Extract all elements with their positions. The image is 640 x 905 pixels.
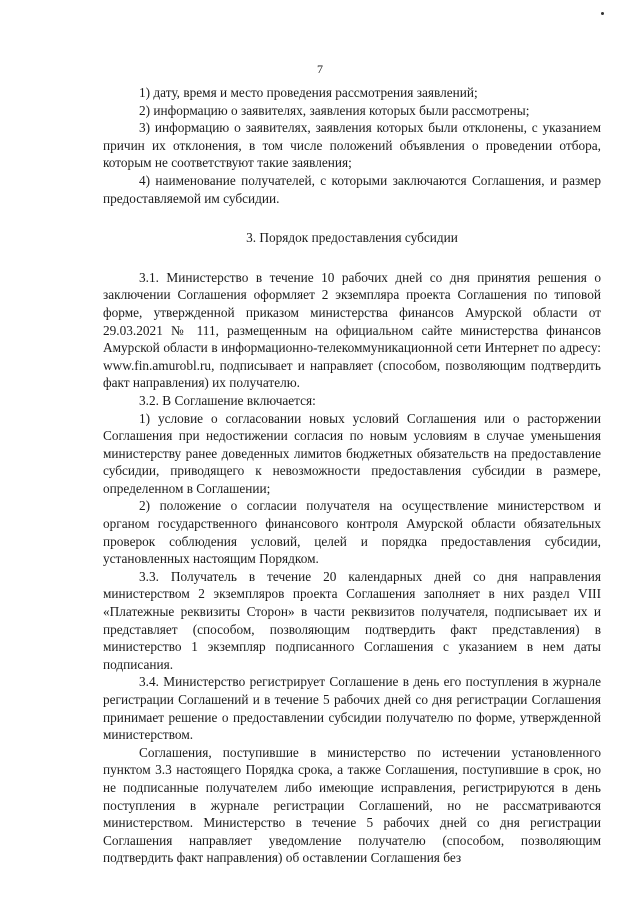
paragraph-3-3: 3.3. Получатель в течение 20 календарных дней со дня направления министерством 2 экземпляров проекта Соглашения заполняет в них раздел VIII «Платежные реквизиты Сторон» в части реквизитов получателя, подписывает их и представляет (способом, позволяющим подтвердить факт представления) в министерство 1 экземпляр подписанного Соглашения с указанием в нем даты подписания.	[103, 568, 601, 672]
paragraph-3-2: 3.2. В Соглашение включается:	[139, 392, 316, 408]
document-body	[103, 84, 601, 867]
list-item: 1) дату, время и место проведения рассмотрения заявлений;	[139, 85, 478, 100]
list-item: 2) положение о согласии получателя на осуществление министерством и органом государственного финансового контроля Амурской области обязательных проверок соблюдения условий, целей и порядка предоставления субсидии, установленных настоящим Порядком.	[103, 498, 601, 567]
list-item: 3) информацию о заявителях, заявления которых были отклонены, с указанием причин их отклонения, в том числе положений объявления о проведении отбора, которым не соответствуют такие заявления;	[103, 120, 601, 171]
list-item: 1) условие о согласовании новых условий Соглашения или о расторжении Соглашения при недостижении согласия по новым условиям в случае уменьшения министерству ранее доведенных лимитов бюджетных обязательств на предоставление субсидии, приводящего к невозможности предоставления субсидии в размере, определенном в Соглашении;	[103, 410, 601, 496]
list-item: 2) информацию о заявителях, заявления которых были рассмотрены;	[139, 102, 530, 118]
section-title: 3. Порядок предоставления субсидии	[246, 230, 458, 246]
scan-speck	[601, 12, 604, 15]
paragraph-3-1: 3.1. Министерство в течение 10 рабочих дней со дня принятия решения о заключении Соглашения оформляет 2 экземпляра проекта Соглашения по типовой форме, утвержденной приказом министерства финансов Амурской области от 29.03.2021 № 111, размещенным на официальном сайте министерства финансов Амурской области в информационно-телекоммуникационной сети Интернет по адресу: www.fin.amurobl.ru, подписывает и направляет (способом, позволяющим подтвердить факт направления) их получателю.	[103, 269, 601, 391]
page-number: 7	[317, 62, 323, 76]
paragraph-3-4: 3.4. Министерство регистрирует Соглашение в день его поступления в журнале регистрации Соглашений и в течение 5 рабочих дней со дня регистрации Соглашения принимает решение о предоставлении субсидии получателю по форме, утвержденной министерством.	[103, 674, 601, 743]
list-item: 4) наименование получателей, с которыми заключаются Соглашения, и размер предоставляемой им субсидии.	[103, 172, 601, 206]
paragraph-late-agreements: Соглашения, поступившие в министерство по истечении установленного пунктом 3.3 настоящего Порядка срока, а также Соглашения, поступившие в срок, но не подписанные получателем либо имеющие исправления, регистрируются в день поступления в журнале регистрации Соглашений, но не рассматриваются министерством. Министерство в течение 5 рабочих дней со дня регистрации Соглашения направляет уведомление получателю (способом, позволяющим подтвердить факт направления) об оставлении Соглашения без	[103, 744, 601, 866]
